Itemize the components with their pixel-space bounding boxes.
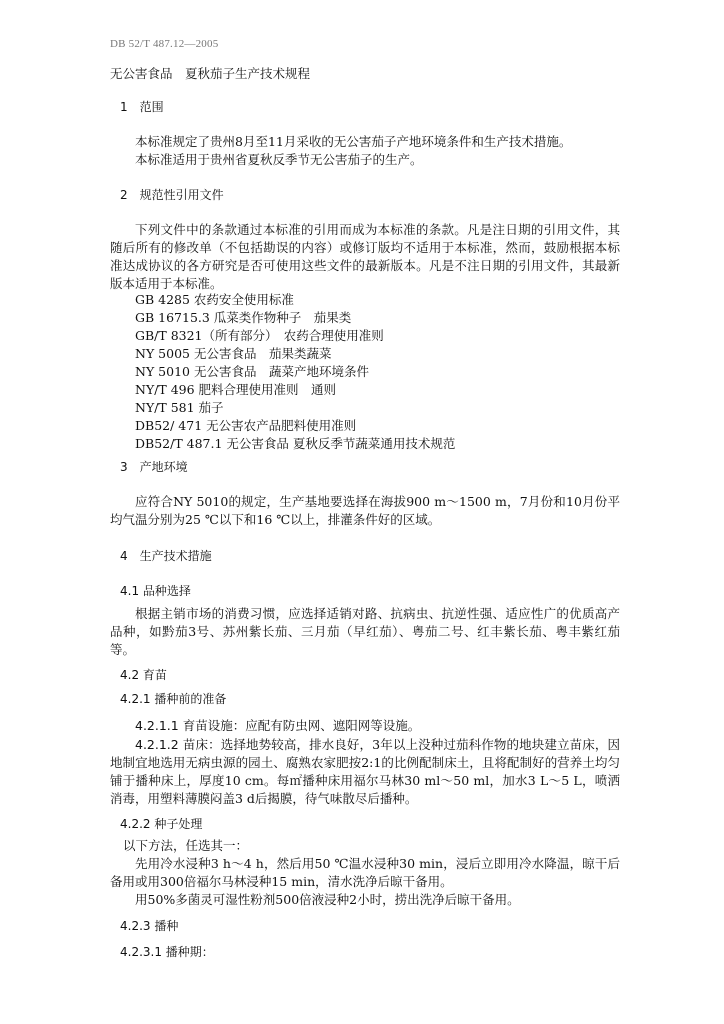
section-2-paragraph-1: 下列文件中的条款通过本标准的引用而成为本标准的条款。凡是注日期的引用文件，其随后所有的修改单（不包括勘误的内容）或修订版均不适用于本标准，然而，鼓励根据本标准达成协议的各方研究是否可使用这些文件的最新版本。凡是不注日期的引用文件，其最新版本适用于本标准。 (110, 222, 620, 291)
section-2-heading: 2 规范性引用文件 (120, 188, 224, 202)
section-4-1-heading: 4.1 品种选择 (120, 584, 191, 598)
item-4-2-1-1-label: 4.2.1.1 育苗设施： (135, 718, 246, 733)
reference-item: NY/T 581 茄子 (135, 400, 224, 415)
section-4-2-2-heading: 4.2.2 种子处理 (120, 817, 203, 831)
section-1-heading: 1 范围 (120, 100, 164, 114)
section-4-2-3-1-heading: 4.2.3.1 播种期： (120, 945, 214, 959)
section-4-2-2-paragraph-2: 先用冷水浸种3 h～4 h，然后用50 ℃温水浸种30 min，浸后立即用冷水降温，晾干后备用或用300倍福尔马林浸种15 min，清水洗净后晾干备用。 (110, 856, 620, 889)
section-4-2-heading: 4.2 育苗 (120, 668, 167, 682)
document-title: 无公害食品 夏秋茄子生产技术规程 (110, 66, 311, 81)
reference-item: GB/T 8321（所有部分） 农药合理使用准则 (135, 328, 384, 343)
reference-item: DB52/ 471 无公害农产品肥料使用准则 (135, 418, 357, 433)
item-4-2-1-2-text: 选择地势较高，排水良好，3年以上没种过茄科作物的地块建立苗床，因地制宜地选用无病虫源的园土、腐熟农家肥按2:1的比例配制床土，且将配制好的营养土均匀铺于播种床上，厚度10 cm。每㎡播种床用福尔马林30 ml～50 ml，加水3 L～5 L，喷洒消毒，用塑料薄膜闷盖3 d后揭膜，待气味散尽后播种。 (110, 737, 620, 806)
section-1-paragraph-1: 本标准规定了贵州8月至11月采收的无公害茄子产地环境条件和生产技术措施。 (135, 134, 572, 149)
reference-item: NY 5010 无公害食品 蔬菜产地环境条件 (135, 364, 369, 379)
section-1-paragraph-2: 本标准适用于贵州省夏秋反季节无公害茄子的生产。 (135, 152, 423, 167)
section-4-2-2-paragraph-1: 以下方法，任选其一： (123, 838, 249, 853)
section-4-1-paragraph: 根据主销市场的消费习惯，应选择适销对路、抗病虫、抗逆性强、适应性广的优质高产品种，如黔茄3号、苏州紫长茄、三月茄（早红茄）、粤茄二号、红丰紫长茄、粤丰紫红茄等。 (110, 606, 620, 657)
item-4-2-1-1-text: 应配有防虫网、遮阳网等设施。 (245, 718, 421, 733)
reference-item: DB52/T 487.1 无公害食品 夏秋反季节蔬菜通用技术规范 (135, 436, 456, 451)
reference-item: GB 4285 农药安全使用标准 (135, 292, 294, 307)
section-4-2-1-heading: 4.2.1 播种前的准备 (120, 692, 227, 706)
item-4-2-1-1 (110, 717, 620, 735)
reference-item: GB 16715.3 瓜菜类作物种子 茄果类 (135, 310, 352, 325)
reference-item: NY/T 496 肥料合理使用准则 通则 (135, 382, 337, 397)
section-4-2-2-paragraph-3: 用50%多菌灵可湿性粉剂500倍液浸种2小时，捞出洗净后晾干备用。 (135, 892, 520, 907)
section-4-2-3-heading: 4.2.3 播种 (120, 919, 179, 933)
reference-item: NY 5005 无公害食品 茄果类蔬菜 (135, 346, 332, 361)
standard-code: DB 52/T 487.12—2005 (110, 38, 219, 50)
item-4-2-1-2-label: 4.2.1.2 苗床： (135, 737, 221, 752)
normative-reference-list (135, 291, 455, 453)
section-3-paragraph-1: 应符合NY 5010的规定，生产基地要选择在海拔900 m～1500 m，7月份和10月份平均气温分别为25 ℃以下和16 ℃以上，排灌条件好的区域。 (110, 494, 620, 527)
section-4-heading: 4 生产技术措施 (120, 549, 212, 563)
section-3-heading: 3 产地环境 (120, 460, 188, 474)
item-4-2-1-2 (110, 736, 620, 808)
